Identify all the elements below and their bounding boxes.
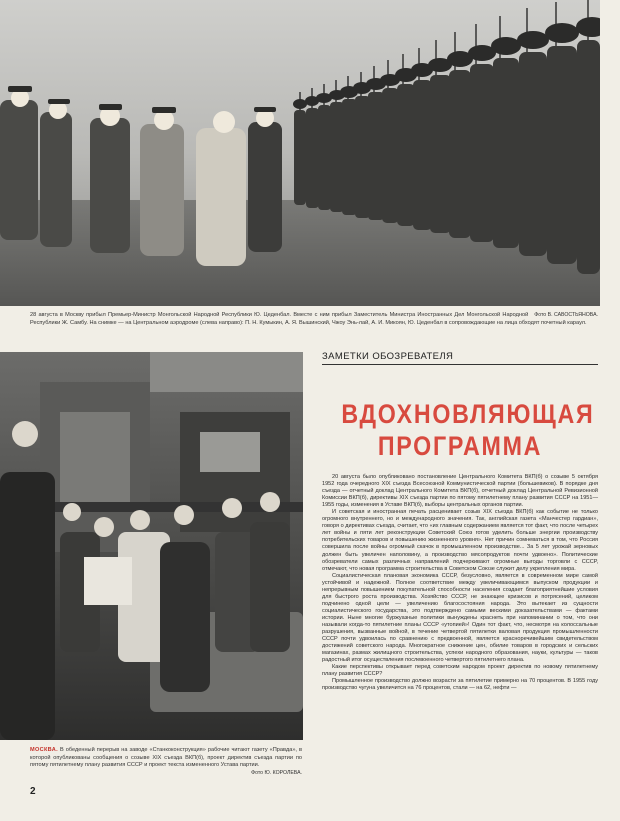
article-body <box>322 474 598 692</box>
factory-photo-art <box>0 352 303 740</box>
factory-workers-photo <box>0 352 303 740</box>
top-caption-text: 28 августа в Москву прибыл Премьер-Министр Монгольской Народной Республики Ю. Цеденбал. Вместе с ним прибыл Заместитель Министра Иностранных Дел Монгольской Народной Республики Ж. Самбу. На снимке — на Центральном аэродроме (слева направо): П. Н. Кумыкин, А. Я. Вышинский, Чжоу Энь-лай, А. И. Микоян, Ю. Цеденбал в сопровождающие на лица обходят почетный караул. <box>30 312 587 326</box>
airfield-photo-art <box>0 0 600 306</box>
headline-line-1: ВДОХНОВЛЯЮЩАЯ <box>341 399 595 429</box>
article-paragraph: Социалистическая плановая экономика СССР, безусловно, является в современном мире самой устойчивой и надежной. Полное соответствие между увеличивающимся выпуском продукции и непрерывным повышением покупательной способности населения создает благоприятнейшие условия для быстрого роста производства. Хозяйство СССР, не знающее кризисов и потрясений, целиком подчинено одной цели — увеличению благосостояния народа. Это вытекает из сущности социалистического государства, это подтверждено самыми вескими доказательствами — фактами истории. Ныне многие буржуазные политики вынуждены краснеть при напоминании о том, что они называли когда-то пятилетние планы СССР «утопией»! Один тот факт, что, несмотря на колоссальные разрушения, вызванные войной, в течение четвертой пятилетки валовая продукция промышленности СССР почти удвоилась по сравнению с предвоенной, является красноречивейшим свидетельством достижений советского народа. Многократное снижение цен, обилие товаров в городских и сельских магазинах, размах жилищного строительства, успехи народного образования, науки, культуры — таков радостный итог осуществления послевоенного четвертого пятилетнего плана. <box>322 572 598 664</box>
article-paragraph: 20 августа было опубликовано постановление Центрального Комитета ВКП(б) о созыве 5 октября 1952 года очередного XIX съезда Всесоюзной Коммунистической партии (большевиков). В порядке дня съезда — отчетный доклад Центрального Комитета ВКП(б), отчетный доклад Центральной Ревизионной Комиссии ВКП(б), директивы XIX съезда партии по пятому пятилетнему плану развития СССР на 1951—1955 годы, изменения в Уставе ВКП(б), выборы центральных органов партии. <box>322 474 598 509</box>
top-photo-caption <box>30 312 598 327</box>
airfield-honor-guard-photo <box>0 0 600 306</box>
article-headline <box>341 398 595 462</box>
headline-line-2: ПРОГРАММА <box>377 431 543 461</box>
article-paragraph: И советская и иностранная печать расценивает созыв XIX съезда ВКП(б) как событие не только огромного внутреннего, но и международного значения. Так, английская газета «Манчестер гардиан», говоря о директивах съезда, считает, что «их главным содержанием является тот факт, что после четырех лет войны и пяти лет реконструкции Советский Союз готов уделить больше энергии производству потребительских товаров и повышению жизненного уровня». Нет причин сомневаться в том, что Россия совершила после войны огромный скачок в промышленном производстве... За 5 лет урожай зерновых должен быть увеличен наполовину, а производство мясопродуктов почти удвоено». Политические обозреватели самых различных направлений подчеркивают огромные выгоды торговли с СССР, отмечают, что новая программа строительства в Советском Союзе служит делу укрепления мира. <box>322 509 598 572</box>
caption-city: МОСКВА. <box>30 747 58 753</box>
bottom-caption-text: В обеденный перерыв на заводе «Станкоконструкция» рабочие читают газету «Правда», в которой опубликованы сообщения о созыве XIX съезда ВКП(б), проект директив съезда партии по пятому пятилетнему плану развития СССР и проект текста измененного Устава партии. <box>30 747 303 769</box>
bottom-photo-caption <box>30 747 302 777</box>
section-label: ЗАМЕТКИ ОБОЗРЕВАТЕЛЯ <box>322 351 598 365</box>
top-photo-credit: Фото В. САВОСТЬЯНОВА. <box>534 312 598 318</box>
article-paragraph: Промышленное производство должно возрасти за пятилетие примерно на 70 процентов. В 1955 году производство чугуна увеличится на 76 процентов, стали — на 62, нефти — <box>322 678 598 692</box>
bottom-photo-credit: Фото Ю. КОРОЛЕВА. <box>251 769 302 776</box>
page-number: 2 <box>30 786 36 797</box>
article-paragraph: Какие перспективы открывает перед советским народом проект директив по новому пятилетнему плану развития СССР? <box>322 664 598 678</box>
